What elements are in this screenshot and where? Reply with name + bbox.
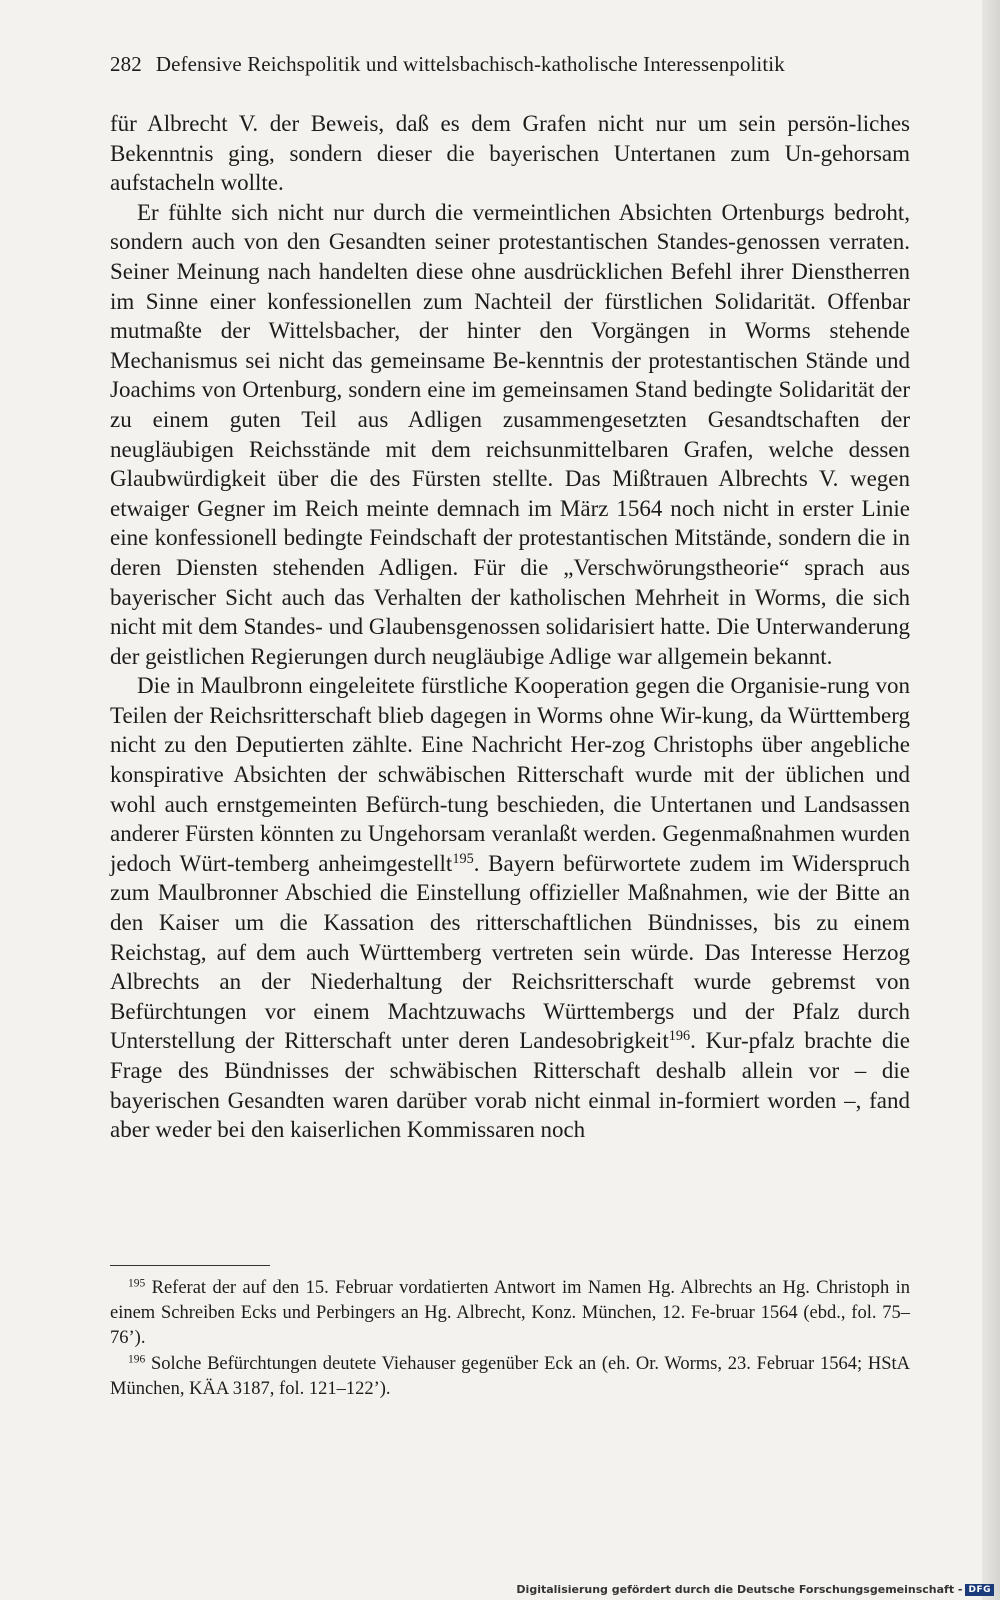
footnote-text: Solche Befürchtungen deutete Viehauser gegenüber Eck an (eh. Or. Worms, 23. Februar 1564; HStA München, KÄA 3187, fol. 121–122’). [110,1354,910,1399]
body-text [110,109,910,1145]
page-edge [982,0,1000,1600]
footnote-text: Referat der auf den 15. Februar vordatierten Antwort im Namen Hg. Albrechts an Hg. Christoph in einem Schreiben Ecks und Perbingers an Hg. Albrecht, Konz. München, 12. Fe-bruar 1564 (ebd., fol. 75–76’). [110,1278,911,1348]
footnote-divider [110,1265,270,1266]
paragraph-3-part-a: Die in Maulbronn eingeleitete fürstliche Kooperation gegen die Organisie-rung von Teilen der Reichsritterschaft blieb dagegen in Worms ohne Wir-kung, da Württemberg nicht zu den Deputierten zählte. Eine Nachricht Her-zog Christophs über angebliche konspirative Absichten der schwäbischen Ritterschaft wurde mit der üblichen und wohl auch ernstgemeinten Befürch-tung beschieden, die Untertanen und Landsassen anderer Fürsten könnten zu Ungehorsam veranlaßt werden. Gegenmaßnahmen wurden jedoch Würt-temberg anheimgestellt [110,673,910,876]
paragraph-3 [110,671,910,1145]
footnote-196 [110,1352,910,1402]
paragraph-2: Er fühlte sich nicht nur durch die vermeintlichen Absichten Ortenburgs bedroht, sondern auch von den Gesandten seiner protestantischen Standes-genossen verraten. Seiner Meinung nach handelten diese ohne ausdrücklichen Befehl ihrer Dienstherren im Sinne einer konfessionellen zum Nachteil der fürstlichen Solidarität. Offenbar mutmaßte der Wittelsbacher, der hinter den Vorgängen in Worms stehende Mechanismus sei nicht das gemeinsame Be-kenntnis der protestantischen Stände und Joachims von Ortenburg, sondern eine im gemeinsamen Stand bedingte Solidarität der zu einem guten Teil aus Adligen zusammengesetzten Gesandtschaften der neugläubigen Reichsstände mit dem reichsunmittelbaren Grafen, welche dessen Glaubwürdigkeit über die des Fürsten stellte. Das Mißtrauen Albrechts V. wegen etwaiger Gegner im Reich meinte demnach im März 1564 noch nicht in erster Linie eine konfessionell bedingte Feindschaft der protestantischen Mitstände, sondern die in deren Diensten stehenden Adligen. Für die „Verschwörungstheorie“ sprach aus bayerischer Sicht auch das Verhalten der katholischen Mehrheit in Worms, die sich nicht mit dem Standes- und Glaubensgenossen solidarisiert hatte. Die Unterwanderung der geistlichen Regierungen durch neugläubige Adlige war allgemein bekannt. [110,199,910,669]
footnote-195 [110,1276,910,1351]
paragraph-3-part-b: . Bayern befürwortete zudem im Widerspruch zum Maulbronner Abschied die Einstellung offizieller Maßnahmen, wie der Bitte an den Kaiser um die Kassation des ritterschaftlichen Bündnisses, bis zu einem Reichstag, auf dem auch Württemberg vertreten sein würde. Das Interesse Herzog Albrechts an der Niederhaltung der Reichsritterschaft wurde gebremst von Befürchtungen vor einem Machtzuwachs Württembergs und der Pfalz durch Unterstellung der Ritterschaft unter deren Landesobrigkeit [110,850,911,1054]
running-header [110,52,910,77]
paragraph-1: für Albrecht V. der Beweis, daß es dem Grafen nicht nur um sein persön-liches Bekenntnis ging, sondern dieser die bayerischen Untertanen zum Un-gehorsam aufstacheln wollte. [110,111,910,196]
running-title: Defensive Reichspolitik und wittelsbachisch-katholische Interessenpolitik [155,52,785,76]
digitization-credit [516,1583,994,1596]
footnote-number: 196 [128,1353,146,1366]
credit-text: Digitalisierung gefördert durch die Deutsche Forschungsgemeinschaft - [516,1583,963,1596]
dfg-logo: DFG [965,1584,994,1596]
footnote-ref-196[interactable]: 196 [668,1028,691,1045]
page-number: 282 [110,52,142,76]
footnote-ref-195[interactable]: 195 [452,851,474,868]
footnote-number: 195 [128,1277,146,1290]
paragraph-3-part-c: . Kur-pfalz brachte die Frage des Bündnisses der schwäbischen Ritterschaft deshalb allein vor – die bayerischen Gesandten waren darüber vorab nicht einmal in-formiert worden –, fand aber weder bei den kaiserlichen Kommissaren noch [110,1028,910,1143]
footnotes [110,1276,910,1402]
